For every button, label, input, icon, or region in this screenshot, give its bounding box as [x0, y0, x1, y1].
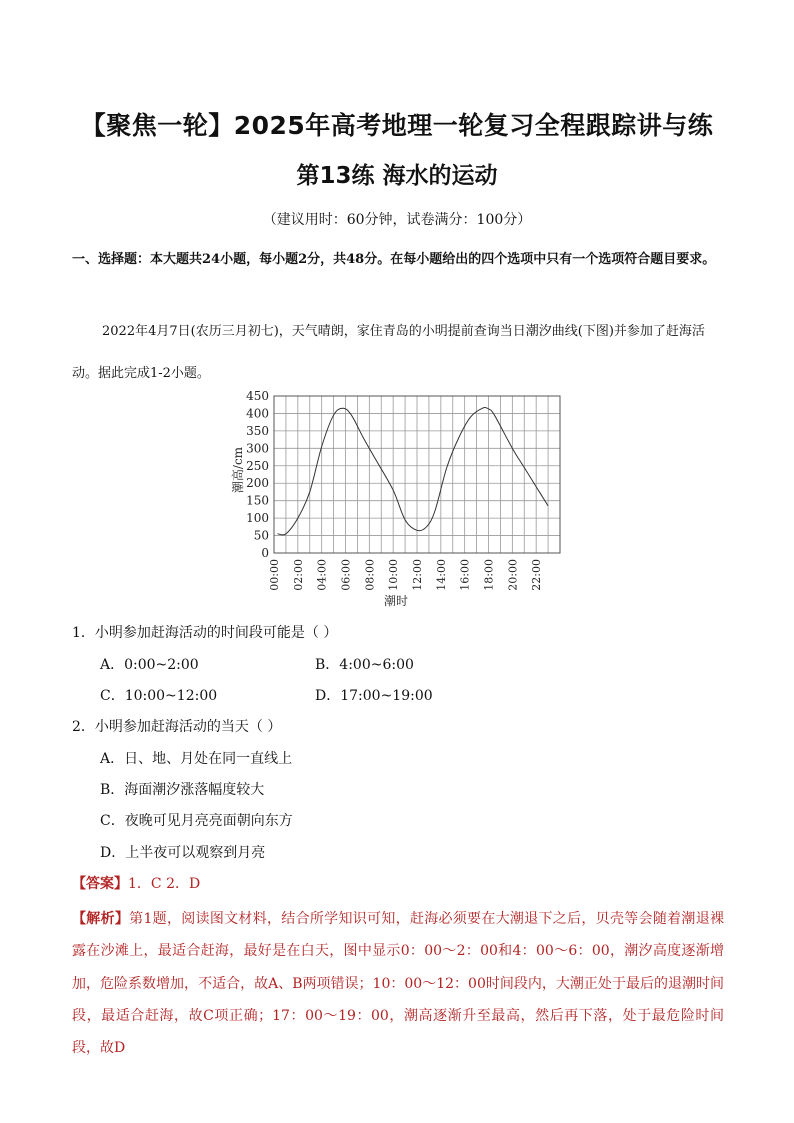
y-tick-label: 250: [246, 458, 269, 473]
y-tick-label: 300: [246, 441, 269, 456]
y-tick-label: 150: [246, 493, 269, 508]
x-tick-label: 16:00: [458, 559, 472, 591]
answer-tag: 【答案】: [72, 876, 128, 892]
y-tick-label: 0: [261, 546, 269, 560]
answer-line: [72, 873, 200, 893]
question-2-option-b[interactable]: B．海面潮汐涨落幅度较大: [100, 782, 265, 798]
question-2-option-c[interactable]: C．夜晚可见月亮亮面朝向东方: [100, 813, 293, 829]
question-2-option-a[interactable]: A．日、地、月处在同一直线上: [100, 751, 293, 767]
question-2-option-d[interactable]: D．上半夜可以观察到月亮: [100, 845, 266, 861]
exercise-title: 第13练 海水的运动: [296, 163, 498, 189]
tide-series-line: [278, 408, 549, 535]
chart-x-ticks: [268, 559, 543, 591]
x-tick-label: 08:00: [363, 559, 377, 591]
x-tick-label: 06:00: [339, 559, 353, 591]
explanation-block: [72, 903, 724, 1064]
explanation-text: 第1题，阅读图文材料，结合所学知识可知，赶海必须要在大潮退下之后，贝壳等会随着潮退裸露在沙滩上，最适合赶海，最好是在白天，图中显示0：00～2：00和4：00～6：00，潮汐高度逐渐增加，危险系数增加，不适合，故A、B两项错误；10：00～12：00时间段内，大潮正处于最后的退潮时间段，最适合赶海，故C项正确；17：00～19：00，潮高逐渐升至最高，然后再下落，处于最危险时间段，故D: [72, 911, 725, 1057]
section-instructions: 一、选择题：本大题共24小题，每小题2分，共48分。在每小题给出的四个选项中只有一个选项符合题目要求。: [72, 252, 716, 267]
question-1-option-c[interactable]: C．10:00~12:00: [100, 688, 218, 704]
x-tick-label: 20:00: [506, 559, 520, 591]
y-tick-label: 350: [246, 423, 269, 438]
x-tick-label: 12:00: [411, 559, 424, 591]
explanation-tag: 【解析】: [72, 911, 130, 927]
y-tick-label: 200: [246, 476, 269, 491]
question-2-stem: 2．小明参加赶海活动的当天（ ）: [72, 719, 282, 735]
question-passage: 2022年4月7日(农历三月初七)，天气晴朗，家住青岛的小明提前查询当日潮汐曲线(下图)并参加了赶海活动。据此完成1-2小题。: [72, 324, 705, 381]
y-tick-label: 100: [246, 511, 269, 526]
x-tick-label: 22:00: [530, 559, 544, 591]
question-1-option-d[interactable]: D．17:00~19:00: [315, 688, 433, 704]
question-1-stem: 1．小明参加赶海活动的时间段可能是（ ）: [72, 625, 338, 641]
page-title: 【聚焦一轮】2025年高考地理一轮复习全程跟踪讲与练: [80, 111, 714, 140]
chart-grid: [274, 396, 560, 553]
chart-y-ticks: [246, 389, 269, 560]
x-tick-label: 10:00: [387, 559, 401, 591]
y-tick-label: 400: [246, 406, 269, 421]
y-tick-label: 50: [253, 528, 269, 543]
time-score-hint: （建议用时：60分钟，试卷满分：100分）: [262, 212, 532, 228]
question-1-option-a[interactable]: A．0:00~2:00: [100, 657, 199, 673]
x-tick-label: 00:00: [268, 559, 281, 591]
chart-x-label: 潮时: [383, 594, 409, 608]
chart-y-label: 潮高/cm: [231, 446, 245, 494]
x-tick-label: 04:00: [315, 559, 329, 591]
x-tick-label: 02:00: [291, 559, 305, 591]
answer-text: 1．C 2．D: [128, 876, 201, 892]
y-tick-label: 450: [246, 389, 269, 403]
question-1-option-b[interactable]: B．4:00~6:00: [315, 657, 414, 673]
x-tick-label: 18:00: [482, 559, 496, 591]
x-tick-label: 14:00: [434, 559, 448, 591]
tide-chart: [226, 386, 586, 611]
